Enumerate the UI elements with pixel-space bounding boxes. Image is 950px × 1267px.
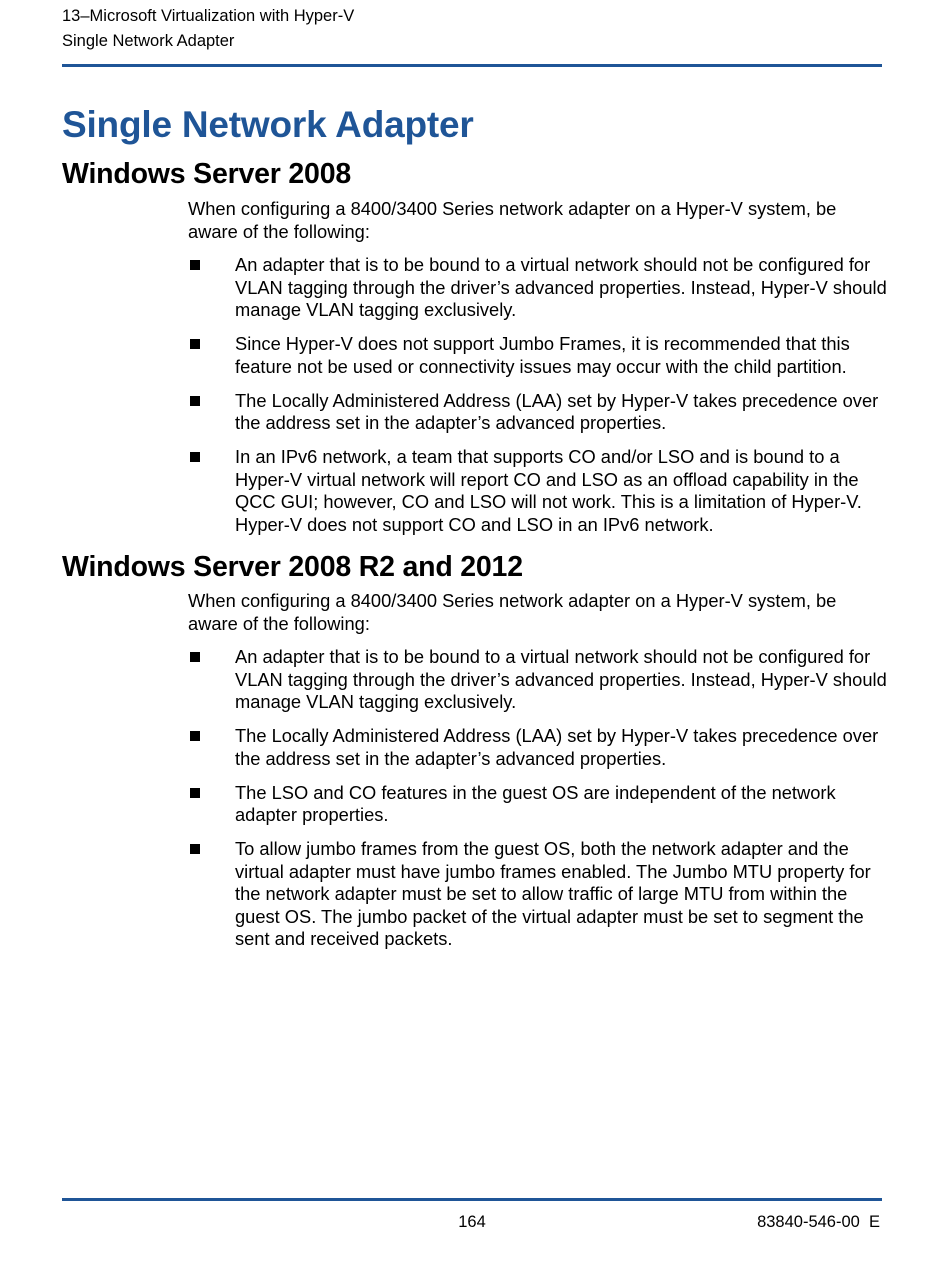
list-item-text: In an IPv6 network, a team that supports CO and/or LSO and is bound to a Hyper-V virtual network will report CO and LSO as an offload capability in the QCC GUI; however, CO and LSO will not work. This is a limitation of Hyper-V. Hyper-V does not support CO and LSO in an IPv6 network. xyxy=(235,446,862,535)
square-bullet-icon xyxy=(190,396,200,406)
square-bullet-icon xyxy=(190,844,200,854)
list-item-text: An adapter that is to be bound to a virtual network should not be configured for VLAN tagging through the driver’s advanced properties. Instead, Hyper-V should manage VLAN tagging exclusively. xyxy=(235,254,887,320)
list-item xyxy=(188,254,888,322)
list-item-text: The Locally Administered Address (LAA) set by Hyper-V takes precedence over the address set in the adapter’s advanced properties. xyxy=(235,389,879,433)
page-title: Single Network Adapter xyxy=(62,104,474,145)
square-bullet-icon xyxy=(190,731,200,741)
section-heading-ws2008r2-2012: Windows Server 2008 R2 and 2012 xyxy=(62,551,523,583)
list-item-text: Since Hyper-V does not support Jumbo Frames, it is recommended that this feature not be used or connectivity issues may occur with the child partition. xyxy=(235,333,850,377)
running-header xyxy=(62,4,354,53)
page-number: 164 xyxy=(458,1213,486,1231)
list-item xyxy=(188,390,888,435)
list-item xyxy=(188,333,888,378)
list-item xyxy=(188,725,888,770)
running-header-chapter: 13–Microsoft Virtualization with Hyper-V xyxy=(62,7,355,25)
section-intro-ws2008r2-2012: When configuring a 8400/3400 Series network adapter on a Hyper-V system, be aware of the following: xyxy=(188,590,837,634)
footer-rule xyxy=(62,1198,882,1201)
running-header-section: Single Network Adapter xyxy=(62,31,235,50)
header-rule xyxy=(62,64,882,67)
list-item xyxy=(188,838,888,951)
square-bullet-icon xyxy=(190,652,200,662)
list-item-text: The Locally Administered Address (LAA) set by Hyper-V takes precedence over the address set in the adapter’s advanced properties. xyxy=(235,725,879,769)
square-bullet-icon xyxy=(190,788,200,798)
list-item xyxy=(188,646,888,714)
section-heading-ws2008: Windows Server 2008 xyxy=(62,158,351,190)
list-item-text: An adapter that is to be bound to a virtual network should not be configured for VLAN tagging through the driver’s advanced properties. Instead, Hyper-V should manage VLAN tagging exclusively. xyxy=(235,646,887,712)
list-item-text: To allow jumbo frames from the guest OS, both the network adapter and the virtual adapter must have jumbo frames enabled. The Jumbo MTU property for the network adapter must be set to allow traffic of large MTU from within the guest OS. The jumbo packet of the virtual adapter must be set to segment the sent and received packets. xyxy=(235,838,871,949)
square-bullet-icon xyxy=(190,452,200,462)
square-bullet-icon xyxy=(190,339,200,349)
bullet-list-ws2008r2-2012 xyxy=(188,646,888,962)
bullet-list-ws2008 xyxy=(188,254,888,548)
section-intro-ws2008: When configuring a 8400/3400 Series network adapter on a Hyper-V system, be aware of the following: xyxy=(188,198,837,242)
list-item xyxy=(188,446,888,536)
list-item-text: The LSO and CO features in the guest OS are independent of the network adapter properties. xyxy=(235,781,836,825)
list-item xyxy=(188,782,888,827)
document-number: 83840-546-00 E xyxy=(757,1213,880,1231)
square-bullet-icon xyxy=(190,260,200,270)
